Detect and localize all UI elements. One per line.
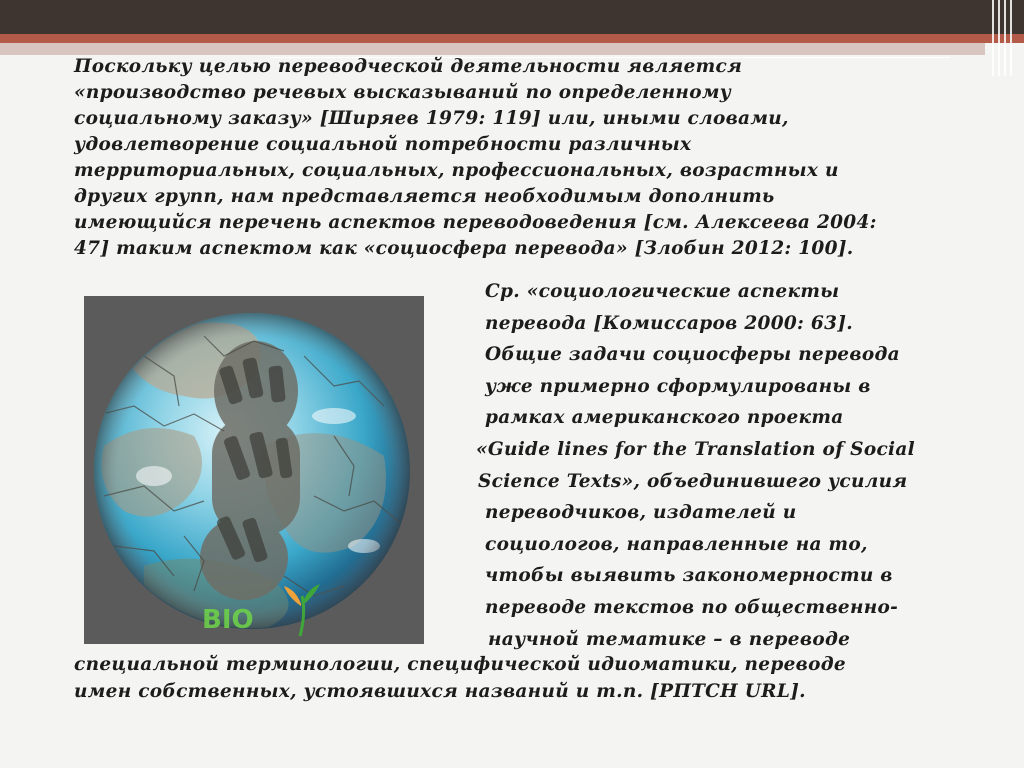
text-line: Ср. «социологические аспекты <box>485 281 840 302</box>
svg-text:BIO: BIO <box>202 605 254 635</box>
side-paragraph <box>476 276 915 655</box>
text-line: научной тематике – в переводе <box>488 628 851 650</box>
text-line: «Guide lines for the Translation of Social <box>476 438 915 460</box>
intro-paragraph <box>74 54 877 262</box>
text-line: чтобы выявить закономерности в <box>485 565 893 587</box>
text-line: переводчиков, издателей и <box>485 502 797 524</box>
text-line: удовлетворение социальной потребности различных <box>74 134 692 155</box>
text-line: других групп, нам представляется необходимым дополнить <box>74 186 775 207</box>
text-line: социологов, направленные на то, <box>485 533 868 555</box>
text-line: социальному заказу» [Ширяев 1979: 119] или, иными словами, <box>74 108 789 129</box>
closing-paragraph <box>74 651 846 705</box>
text-line: специальной терминологии, специфической идиоматики, переводе <box>74 654 847 675</box>
text-line: 47] таким аспектом как «социосфера перевода» [Злобин 2012: 100]. <box>74 238 854 259</box>
text-line: Поскольку целью переводческой деятельности является <box>74 56 743 77</box>
text-line: уже примерно сформулированы в <box>485 375 871 397</box>
text-line: «производство речевых высказываний по определенному <box>74 82 732 103</box>
text-line: имеющийся перечень аспектов переводоведения [см. Алексеева 2004: <box>74 212 877 233</box>
header-band-dark <box>0 0 1024 34</box>
text-line: имен собственных, устоявшихся названий и т.п. [РПТСН URL]. <box>74 681 806 702</box>
text-line: Общие задачи социосферы перевода <box>485 344 900 366</box>
planet-illustration <box>84 296 424 644</box>
text-line: Science Texts», объединившего усилия <box>478 470 908 492</box>
header-band-accent <box>0 34 1024 43</box>
text-line: переводе текстов по общественно- <box>485 596 899 618</box>
planet-footprint-image <box>84 296 424 644</box>
text-line: территориальных, социальных, профессиональных, возрастных и <box>74 160 839 181</box>
text-line: рамках американского проекта <box>485 407 844 429</box>
text-line: перевода [Комиссаров 2000: 63]. <box>485 312 854 334</box>
header-vertical-stripes <box>992 0 1016 76</box>
